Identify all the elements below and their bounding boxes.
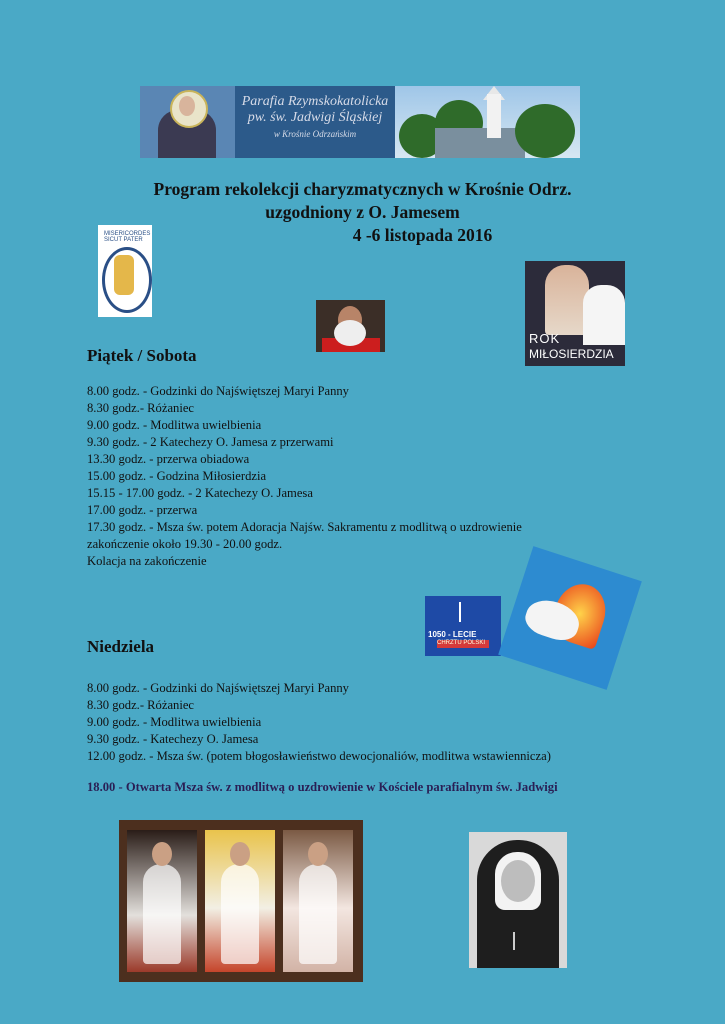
saint-faustina-photo: [469, 832, 567, 968]
parish-name: [235, 86, 395, 158]
badge-subtext: CHRZTU POLSKI: [437, 640, 489, 648]
schedule-item: 9.00 godz. - Modlitwa uwielbienia: [87, 418, 262, 432]
schedule-item: 9.00 godz. - Modlitwa uwielbienia: [87, 715, 262, 729]
title-line-1: Program rekolekcji charyzmatycznych w Krośnie Odrz.: [153, 179, 572, 199]
father-james-photo: [316, 300, 385, 352]
schedule-item: 9.30 godz. - Katechezy O. Jamesa: [87, 732, 259, 746]
schedule-item: 17.00 godz. - przerwa: [87, 503, 198, 517]
baptism-1050-anniversary-badge: [425, 596, 501, 656]
schedule-item: 15.15 - 17.00 godz. - 2 Katechezy O. Jamesa: [87, 486, 313, 500]
schedule-item: 8.30 godz.- Różaniec: [87, 698, 195, 712]
badge-text: 1050 - LECIE: [428, 630, 477, 639]
title-line-2: uzgodniony z O. Jamesem: [265, 202, 460, 222]
cross-icon: [459, 602, 469, 622]
schedule-item: 12.00 godz. - Msza św. (potem błogosławieństwo dewocjonaliów, modlitwa wstawiennicza): [87, 749, 551, 763]
saint-hedwig-image: [140, 86, 235, 158]
final-mass-announcement: 18.00 - Otwarta Msza św. z modlitwą o uzdrowienie w Kościele parafialnym św. Jadwigi: [87, 780, 558, 794]
jubilee-logo-text: MISERICORDES SICUT PATER: [104, 231, 151, 243]
schedule-sunday: [87, 680, 551, 765]
schedule-item: 8.30 godz.- Różaniec: [87, 401, 195, 415]
church-photo: [395, 86, 580, 158]
parish-line-1: Parafia Rzymskokatolicka: [241, 94, 389, 109]
divine-mercy-images: [119, 820, 363, 982]
year-of-mercy-image: [525, 261, 625, 366]
schedule-friday-saturday: [87, 383, 522, 570]
milosierdzia-text: MIŁOSIERDZIA: [529, 347, 614, 361]
parish-line-2: pw. św. Jadwigi Śląskiej: [247, 110, 383, 125]
schedule-item: 17.30 godz. - Msza św. potem Adoracja Najśw. Sakramentu z modlitwą o uzdrowienie: [87, 520, 522, 534]
rok-text: ROK: [529, 331, 561, 346]
jubilee-of-mercy-logo: [98, 225, 152, 317]
schedule-item: 8.00 godz. - Godzinki do Najświętszej Maryi Panny: [87, 681, 349, 695]
schedule-item: zakończenie około 19.30 - 20.00 godz.: [87, 537, 283, 551]
parish-line-3: w Krośnie Odrzańskim: [273, 129, 357, 139]
page-title: [80, 178, 645, 247]
section-heading-friday-saturday: Piątek / Sobota: [87, 346, 197, 365]
schedule-item: 8.00 godz. - Godzinki do Najświętszej Maryi Panny: [87, 384, 349, 398]
schedule-item: 13.30 godz. - przerwa obiadowa: [87, 452, 250, 466]
title-dates: 4 -6 listopada 2016: [352, 225, 493, 245]
schedule-item: 15.00 godz. - Godzina Miłosierdzia: [87, 469, 267, 483]
parish-banner: [140, 86, 580, 158]
schedule-item: 9.30 godz. - 2 Katechezy O. Jamesa z przerwami: [87, 435, 334, 449]
section-heading-sunday: Niedziela: [87, 637, 155, 656]
schedule-item: Kolacja na zakończenie: [87, 554, 207, 568]
